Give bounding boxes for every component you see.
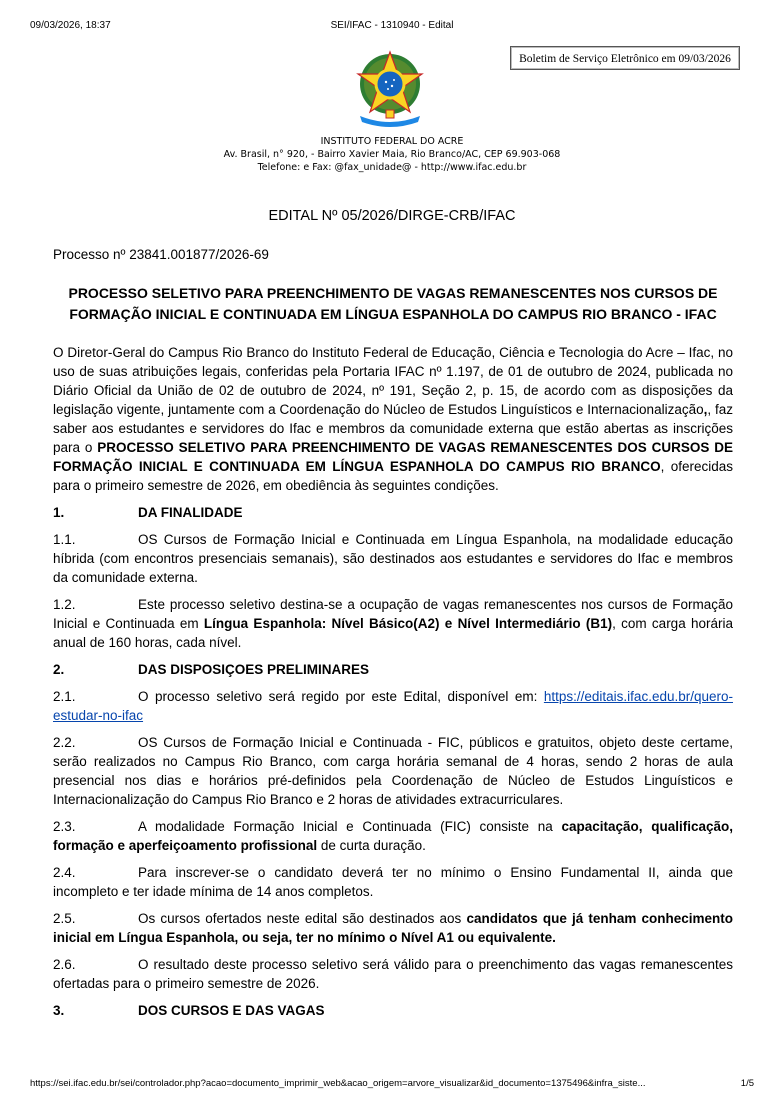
clause-2-4: 2.4. Para inscrever-se o candidato deverá ter no mínimo o Ensino Fundamental II, ainda que incompleto e ter idade mínima de 14 anos completos. — [53, 865, 733, 899]
institution-contact: Telefone: e Fax: @fax_unidade@ - http://www.ifac.edu.br — [257, 162, 527, 173]
document-title: PROCESSO SELETIVO PARA PREENCHIMENTO DE VAGAS REMANESCENTES NOS CURSOS DE FORMAÇÃO INICIAL E CONTINUADA EM LÍNGUA ESPANHOLA DO CAMPUS RIO BRANCO - IFAC — [68, 285, 718, 322]
clause-2-3: 2.3. A modalidade Formação Inicial e Continuada (FIC) consiste na capacitação, qualificação, formação e aperfeiçoamento profissional de curta duração. — [53, 819, 733, 853]
section-3-heading: 3. DOS CURSOS E DAS VAGAS — [53, 1003, 325, 1018]
institution-address: Av. Brasil, n° 920, - Bairro Xavier Maia, Rio Branco/AC, CEP 69.903-068 — [223, 149, 561, 160]
clause-2-5: 2.5. Os cursos ofertados neste edital são destinados aos candidatos que já tenham conhecimento inicial em Língua Espanhola, ou seja, ter no mínimo o Nível A1 ou equivalente. — [53, 911, 733, 945]
document-body — [53, 343, 733, 1028]
print-title: SEI/IFAC - 1310940 - Edital — [330, 20, 454, 31]
section-2-heading: 2. DAS DISPOSIÇOES PRELIMINARES — [53, 662, 370, 677]
institution-header — [0, 135, 784, 174]
clause-2-1: 2.1. O processo seletivo será regido por este Edital, disponível em: https://editais.ifac.edu.br/quero-estudar-no-ifac — [53, 689, 733, 723]
page-number: 1/5 — [740, 1078, 754, 1089]
brazil-coat-of-arms-icon — [350, 46, 430, 130]
clause-2-2: 2.2. OS Cursos de Formação Inicial e Continuada - FIC, públicos e gratuitos, objeto deste certame, serão realizados no Campus Rio Branco, com carga horária semanal de 4 horas, sendo 2 horas de aula presencial nos dias e horários pré-definidos pela Coordenação de Núcleo de Estudos Linguísticos e Internacionalização do Campus Rio Branco e 2 horas de atividades extracurriculares. — [53, 735, 733, 807]
intro-paragraph: O Diretor-Geral do Campus Rio Branco do Instituto Federal de Educação, Ciência e Tecnologia do Acre – Ifac, no uso de suas atribuições legais, conferidas pela Portaria IFAC nº 1.197, de 01 de outubro de 2024, publicada no Diário Oficial da União de 02 de outubro de 2024, nº 191, Seção 2, p. 15, de acordo com as disposições da legislação vigente, juntamente com a Coordenação do Núcleo de Estudos Linguísticos e Internacionalização,, faz saber aos estudantes e servidores do Ifac e membros da comunidade externa que estão abertas as inscrições para o PROCESSO SELETIVO PARA PREENCHIMENTO DE VAGAS REMANESCENTES DOS CURSOS DE FORMAÇÃO INICIAL E CONTINUADA EM LÍNGUA ESPANHOLA DO CAMPUS RIO BRANCO, oferecidas para o primeiro semestre de 2026, em obediência às seguintes condições. — [53, 345, 734, 493]
clause-1-1: 1.1. OS Cursos de Formação Inicial e Continuada em Língua Espanhola, na modalidade educação híbrida (com encontros presenciais semanais), são destinados aos estudantes e servidores do Ifac e membros da comunidade externa. — [53, 532, 733, 585]
processo-number: Processo nº 23841.001877/2026-69 — [53, 247, 269, 262]
edital-number: EDITAL Nº 05/2026/DIRGE-CRB/IFAC — [268, 208, 516, 224]
clause-2-6: 2.6. O resultado deste processo seletivo será válido para o preenchimento das vagas remanescentes ofertadas para o primeiro semestre de 2026. — [53, 957, 733, 991]
editais-link[interactable]: https://editais.ifac.edu.br/quero-estudar-no-ifac — [53, 689, 733, 723]
institution-name: INSTITUTO FEDERAL DO ACRE — [320, 136, 464, 147]
print-url: https://sei.ifac.edu.br/sei/controlador.php?acao=documento_imprimir_web&acao_origem=arvore_visualizar&id_documento=1375496&infra_siste... — [30, 1078, 646, 1089]
boletim-box: Boletim de Serviço Eletrônico em 09/03/2026 — [510, 46, 740, 70]
clause-1-2: 1.2. Este processo seletivo destina-se a ocupação de vagas remanescentes nos cursos de Formação Inicial e Continuada em Língua Espanhola: Nível Básico(A2) e Nível Intermediário (B1), com carga horária anual de 160 horas, cada nível. — [53, 597, 733, 650]
print-datetime: 09/03/2026, 18:37 — [30, 20, 111, 31]
section-1-heading: 1. DA FINALIDADE — [53, 505, 243, 520]
